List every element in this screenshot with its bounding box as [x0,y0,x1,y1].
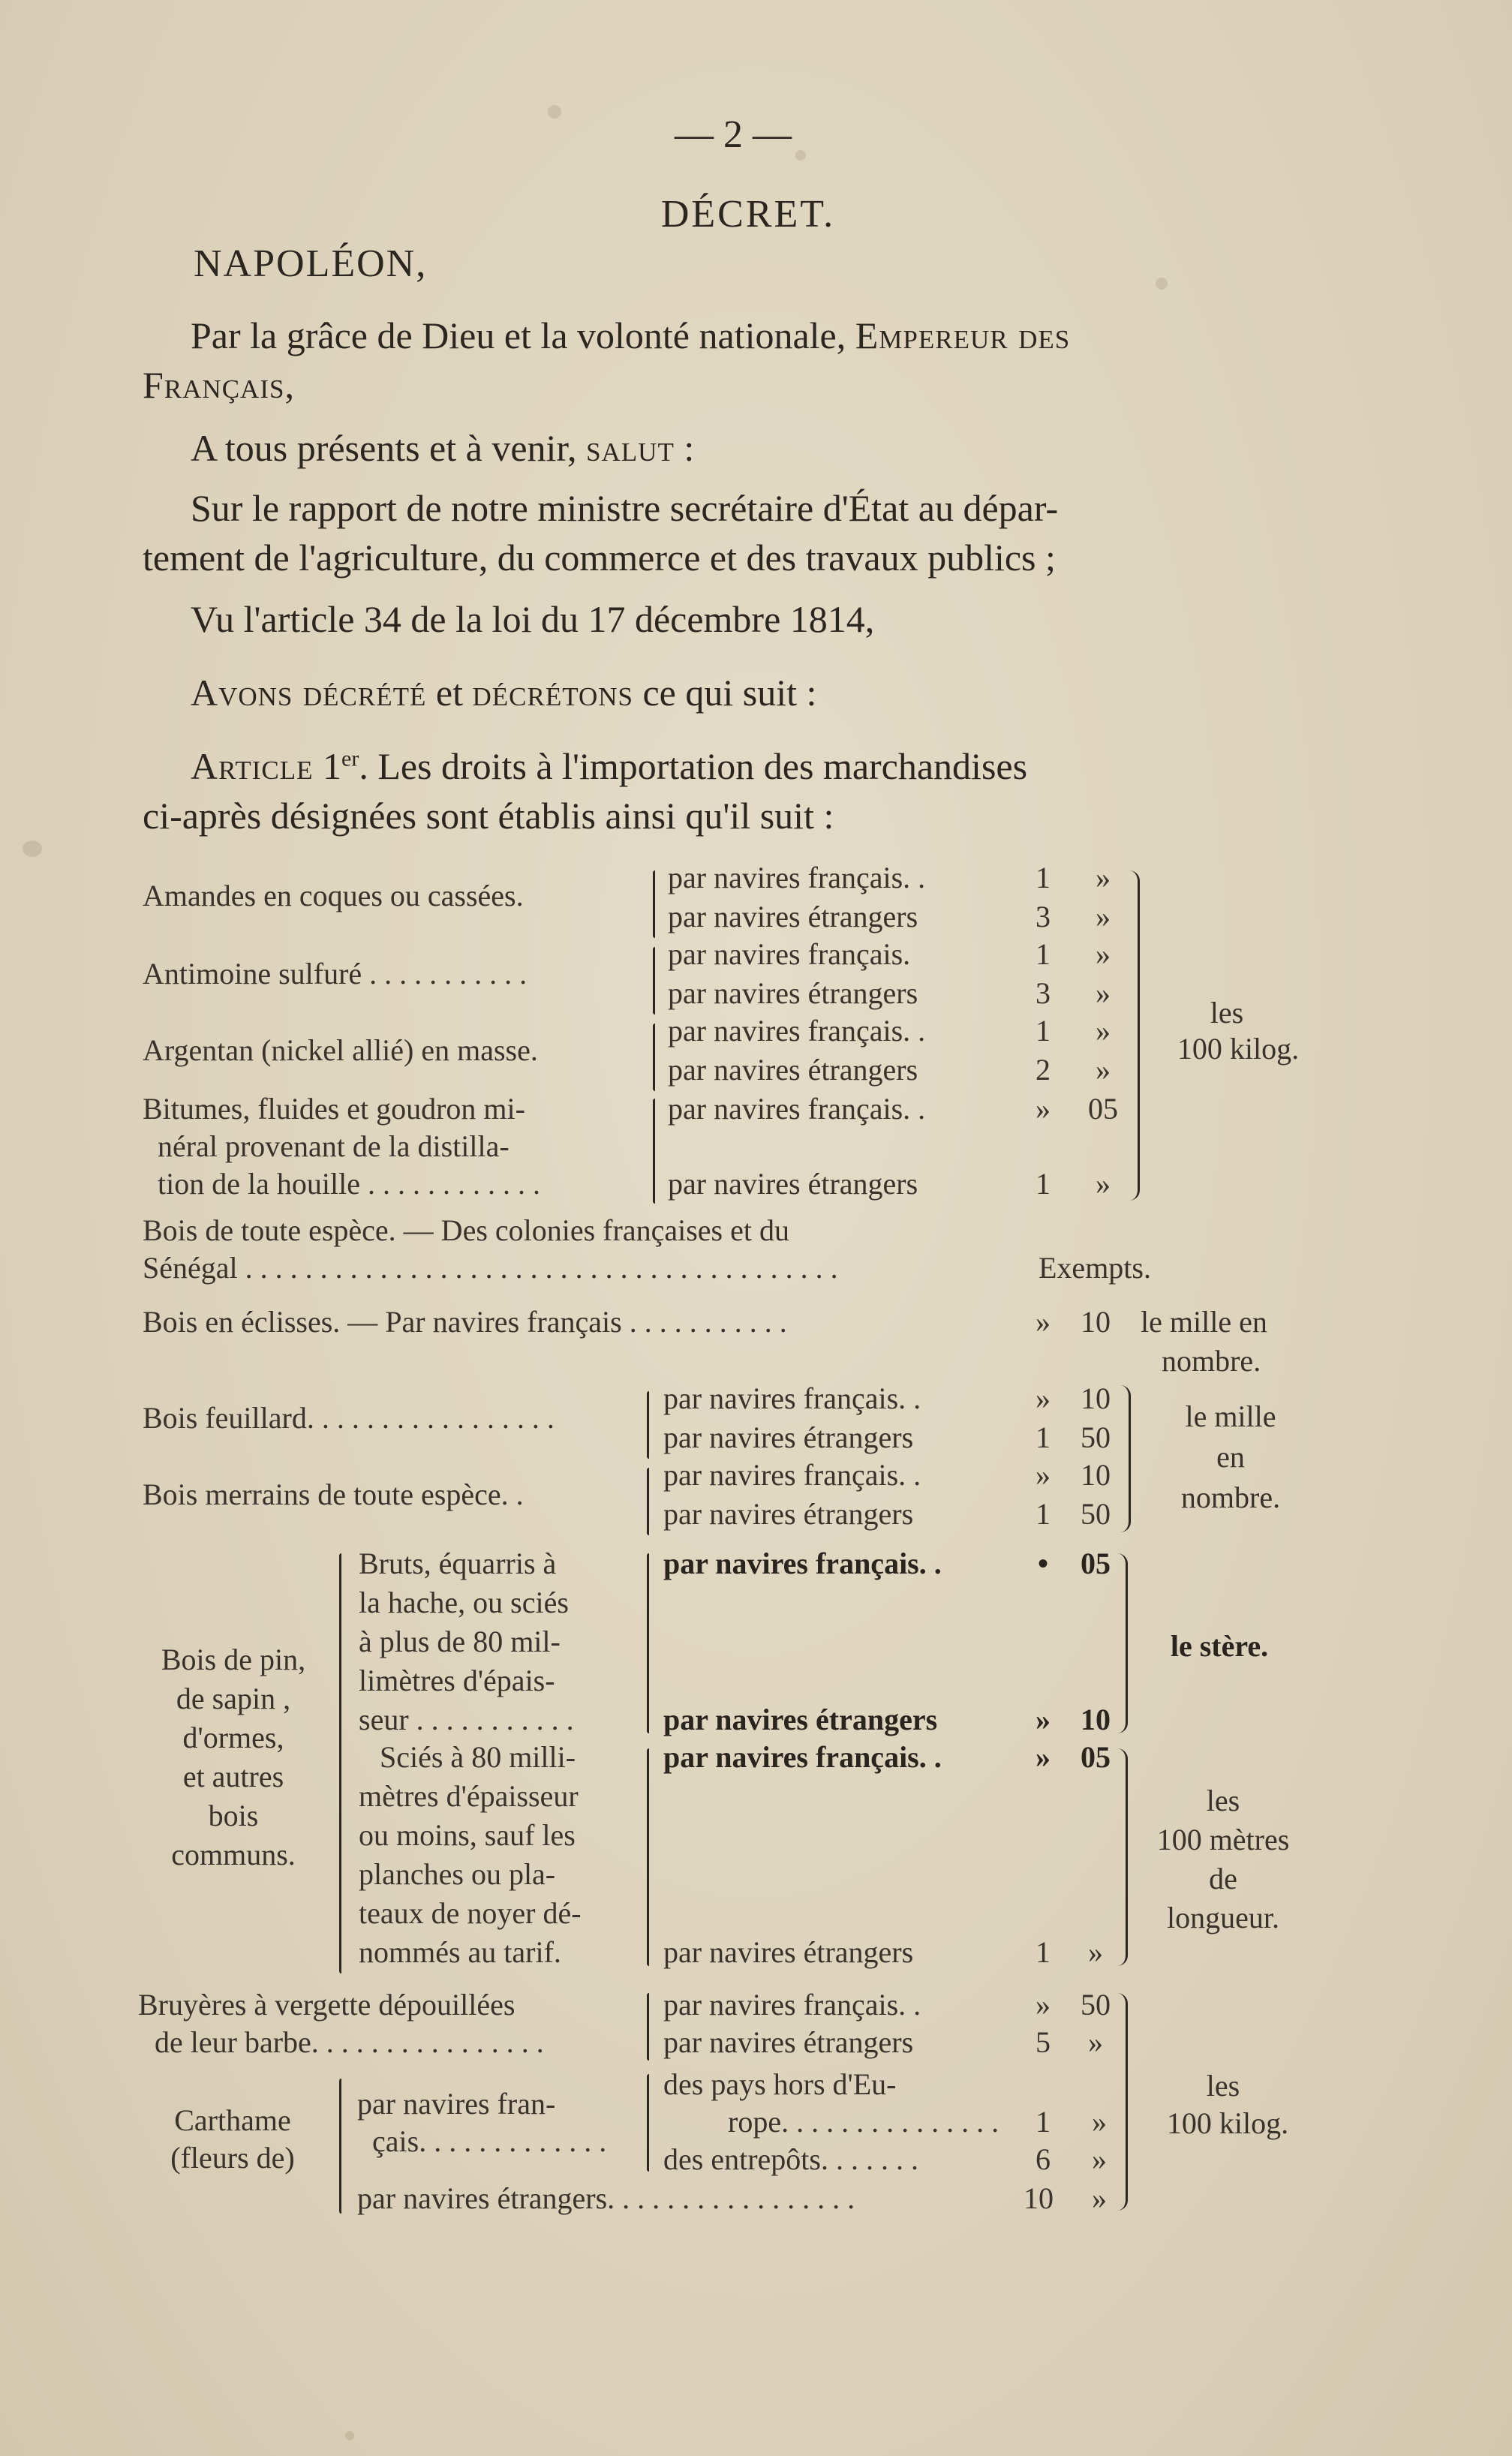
brace [653,947,655,1015]
bois-pin-label-6: communs. [171,1838,296,1871]
unit-metres-1: les [1206,1784,1240,1817]
unit-metres-2: 100 mètres [1156,1823,1290,1856]
scies-line-4: planches ou pla- [359,1857,556,1891]
antimoine-fr-v: 1 [1036,937,1051,971]
avons-rest: ce qui suit : [633,672,817,714]
argentan-fr: par navires français. . [668,1014,926,1048]
carthame-fr-2: çais. . . . . . . . . . . . . [372,2124,607,2158]
bois-pin-label-5: bois [208,1799,259,1832]
paper-stain [23,840,42,857]
article-word: Article [191,745,314,787]
unit-metres-4: longueur. [1167,1901,1279,1934]
carthame-ent-c: » [1092,2142,1107,2176]
unit-mille-1: le mille [1185,1399,1276,1433]
bruyeres-et: par navires étrangers [663,2025,914,2059]
scies-fr-c: 05 [1081,1740,1111,1774]
bruts-et-c: 10 [1081,1703,1111,1736]
salut-word: salut [586,427,675,469]
brace [647,1468,649,1535]
paper-stain [345,2431,354,2440]
unit-mille-2: en [1216,1440,1245,1474]
scies-et-c: » [1088,1935,1103,1969]
scies-line-3: ou moins, sauf les [359,1818,576,1852]
bois-eclisses-unit-2: nombre. [1162,1344,1261,1378]
bitumes-et: par navires étrangers [668,1167,918,1201]
bois-merrains-fr-c: 10 [1081,1458,1111,1492]
scies-line-5: teaux de noyer dé- [359,1896,582,1930]
article-sup: er [341,746,359,771]
bois-merrains-et-v: 1 [1036,1497,1051,1531]
bois-toute-espece-2: Sénégal . . . . . . . . . . . . . . . . . . . . . . . . . . . . . . . . . . . . . . . . [143,1251,838,1285]
argentan-label: Argentan (nickel allié) en masse. [143,1033,538,1067]
bitumes-label-3: tion de la houille . . . . . . . . . . . . [158,1167,540,1201]
page-number: — 2 — [675,113,792,156]
amandes-et-v: 3 [1036,900,1051,933]
scies-fr: par navires français. . [663,1740,942,1774]
brace [647,1553,649,1733]
bruyeres-fr-c: 50 [1081,1988,1111,2022]
antimoine-label: Antimoine sulfuré . . . . . . . . . . . [143,957,528,991]
bitumes-et-c: » [1096,1167,1111,1201]
antimoine-et-v: 3 [1036,976,1051,1010]
bois-pin-label-2: de sapin , [176,1682,291,1715]
bois-feuillard-fr-v: » [1036,1381,1051,1415]
bois-feuillard-fr: par navires français. . [663,1381,921,1415]
preamble-line-1 [191,314,1070,357]
carthame-fr-1: par navires fran- [357,2087,556,2121]
scies-et-v: 1 [1036,1935,1051,1969]
carthame-entrepots: des entrepôts. . . . . . . [663,2142,918,2176]
scies-et: par navires étrangers [663,1935,914,1969]
bois-toute-espece-1: Bois de toute espèce. — Des colonies françaises et du [143,1213,789,1247]
article-number: 1 [313,745,341,787]
bruts-fr-c: 05 [1081,1547,1111,1580]
argentan-et-v: 2 [1036,1053,1051,1087]
brace [647,1391,649,1459]
bruyeres-fr: par navires français. . [663,1988,921,2022]
amandes-et-c: » [1096,900,1111,933]
bois-merrains-et-c: 50 [1081,1497,1111,1531]
antimoine-et: par navires étrangers [668,976,918,1010]
bois-eclisses-unit-1: le mille en [1141,1305,1267,1339]
scies-line-1: Sciés à 80 milli- [380,1740,576,1774]
brace [653,1099,655,1204]
article-text: . Les droits à l'importation des marchandises [359,745,1028,787]
bois-merrains-et: par navires étrangers [663,1497,914,1531]
bois-eclisses-c: 10 [1081,1305,1111,1339]
carthame-et: par navires étrangers. . . . . . . . . . . . . . . . . [357,2181,855,2215]
emperor-name: NAPOLÉON, [194,242,428,285]
amandes-fr: par navires français. . [668,861,926,894]
bruts-et: par navires étrangers [663,1703,938,1736]
bois-feuillard-label: Bois feuillard. . . . . . . . . . . . . . . . . [143,1401,555,1435]
unit-100-kilog: 100 kilog. [1177,1032,1300,1066]
bitumes-et-v: 1 [1036,1167,1051,1201]
antimoine-fr-c: » [1096,937,1111,971]
bruts-line-4: limètres d'épais- [359,1664,555,1697]
paper-stain [1156,278,1168,290]
bois-pin-label-3: d'ormes, [182,1721,284,1754]
brace [653,1024,655,1091]
avons-decrete: Avons décrété [191,672,427,714]
bois-toute-espece-value: Exempts. [1039,1251,1151,1285]
bruyeres-label-1: Bruyères à vergette dépouillées [138,1988,516,2022]
amandes-label: Amandes en coques ou cassées. [143,879,524,912]
rapport-line-1: Sur le rapport de notre ministre secrétaire d'État au dépar- [191,487,1059,529]
bruts-line-2: la hache, ou sciés [359,1586,569,1619]
bruts-et-v: » [1036,1703,1051,1736]
carthame-hors-2: rope. . . . . . . . . . . . . . . [728,2105,999,2139]
bruyeres-et-c: » [1088,2025,1103,2059]
vu-line: Vu l'article 34 de la loi du 17 décembre 1814, [191,598,875,640]
bois-merrains-fr-v: » [1036,1458,1051,1492]
bois-pin-label-4: et autres [182,1760,284,1793]
bruyeres-label-2: de leur barbe. . . . . . . . . . . . . . . . [155,2025,544,2059]
bois-feuillard-fr-c: 10 [1081,1381,1111,1415]
bois-feuillard-et-v: 1 [1036,1420,1051,1454]
brace [653,870,655,938]
brace [339,1553,341,1974]
decree-title: DÉCRET. [660,193,836,236]
avons-line [191,671,816,714]
bitumes-fr: par navires français. . [668,1092,926,1126]
bitumes-label-1: Bitumes, fluides et goudron mi- [143,1092,525,1126]
article-line-2: ci-après désignées sont établis ainsi qu'il suit : [143,795,834,837]
article-line-1 [191,744,1027,788]
brace [647,2074,649,2172]
bruts-line-3: à plus de 80 mil- [359,1625,561,1658]
bruts-line-1: Bruts, équarris à [359,1547,557,1580]
bruyeres-et-v: 5 [1036,2025,1051,2059]
unit-brace [1108,1993,1128,2211]
preamble-text: Par la grâce de Dieu et la volonté nationale, [191,314,855,356]
scies-line-2: mètres d'épaisseur [359,1779,579,1813]
avons-et: et [426,672,473,714]
brace [647,1748,649,1966]
decretons: décrétons [472,672,633,714]
unit-stere: le stère. [1170,1629,1269,1663]
salut-line [191,426,694,470]
carthame-et-c: » [1092,2181,1107,2215]
unit-les: les [1210,996,1244,1030]
unit-les-2: les [1206,2069,1240,2103]
salut-text: A tous présents et à venir, [191,427,587,469]
carthame-hors-c: » [1092,2105,1107,2139]
bruyeres-fr-v: » [1036,1988,1051,2022]
carthame-label-2: (fleurs de) [170,2141,295,2175]
carthame-et-v: 10 [1024,2181,1054,2215]
carthame-hors-1: des pays hors d'Eu- [663,2067,897,2101]
unit-brace [1109,1553,1128,1733]
argentan-et: par navires étrangers [668,1053,918,1087]
bruts-fr: par navires français. . [663,1547,942,1580]
unit-brace [1111,1385,1131,1532]
scies-line-6: nommés au tarif. [359,1935,561,1969]
bois-feuillard-et: par navires étrangers [663,1420,914,1454]
paper-stain [548,105,561,119]
bois-pin-label-1: Bois de pin, [161,1643,306,1676]
unit-100-kilog-2: 100 kilog. [1166,2106,1289,2140]
emperor-title: Empereur des [855,314,1071,356]
preamble-line-2: Français, [143,364,295,406]
amandes-fr-v: 1 [1036,861,1051,894]
unit-metres-3: de [1209,1862,1237,1895]
bois-merrains-label: Bois merrains de toute espèce. . [143,1478,524,1511]
bois-merrains-fr: par navires français. . [663,1458,921,1492]
bois-eclisses-label: Bois en éclisses. — Par navires français . . . . . . . . . . . [143,1305,787,1339]
argentan-et-c: » [1096,1053,1111,1087]
brace [647,1993,649,2061]
bitumes-fr-c: 05 [1088,1092,1118,1126]
antimoine-et-c: » [1096,976,1111,1010]
amandes-fr-c: » [1096,861,1111,894]
bruts-line-5: seur . . . . . . . . . . . [359,1703,574,1736]
unit-brace [1118,870,1140,1201]
brace [339,2079,341,2214]
carthame-hors-v: 1 [1036,2105,1051,2139]
antimoine-fr: par navires français. [668,937,911,971]
argentan-fr-c: » [1096,1014,1111,1048]
argentan-fr-v: 1 [1036,1014,1051,1048]
salut-colon: : [674,427,695,469]
amandes-et: par navires étrangers [668,900,918,933]
scies-fr-v: » [1036,1740,1051,1774]
carthame-label-1: Carthame [174,2103,291,2137]
bitumes-fr-v: » [1036,1092,1051,1126]
unit-mille-3: nombre. [1180,1481,1281,1514]
bois-eclisses-v: » [1036,1305,1051,1339]
bois-feuillard-et-c: 50 [1081,1420,1111,1454]
rapport-line-2: tement de l'agriculture, du commerce et des travaux publics ; [143,537,1056,579]
bitumes-label-2: néral provenant de la distilla- [158,1129,510,1163]
bruts-fr-v: • [1037,1547,1048,1580]
unit-brace [1109,1748,1128,1966]
carthame-ent-v: 6 [1036,2142,1051,2176]
